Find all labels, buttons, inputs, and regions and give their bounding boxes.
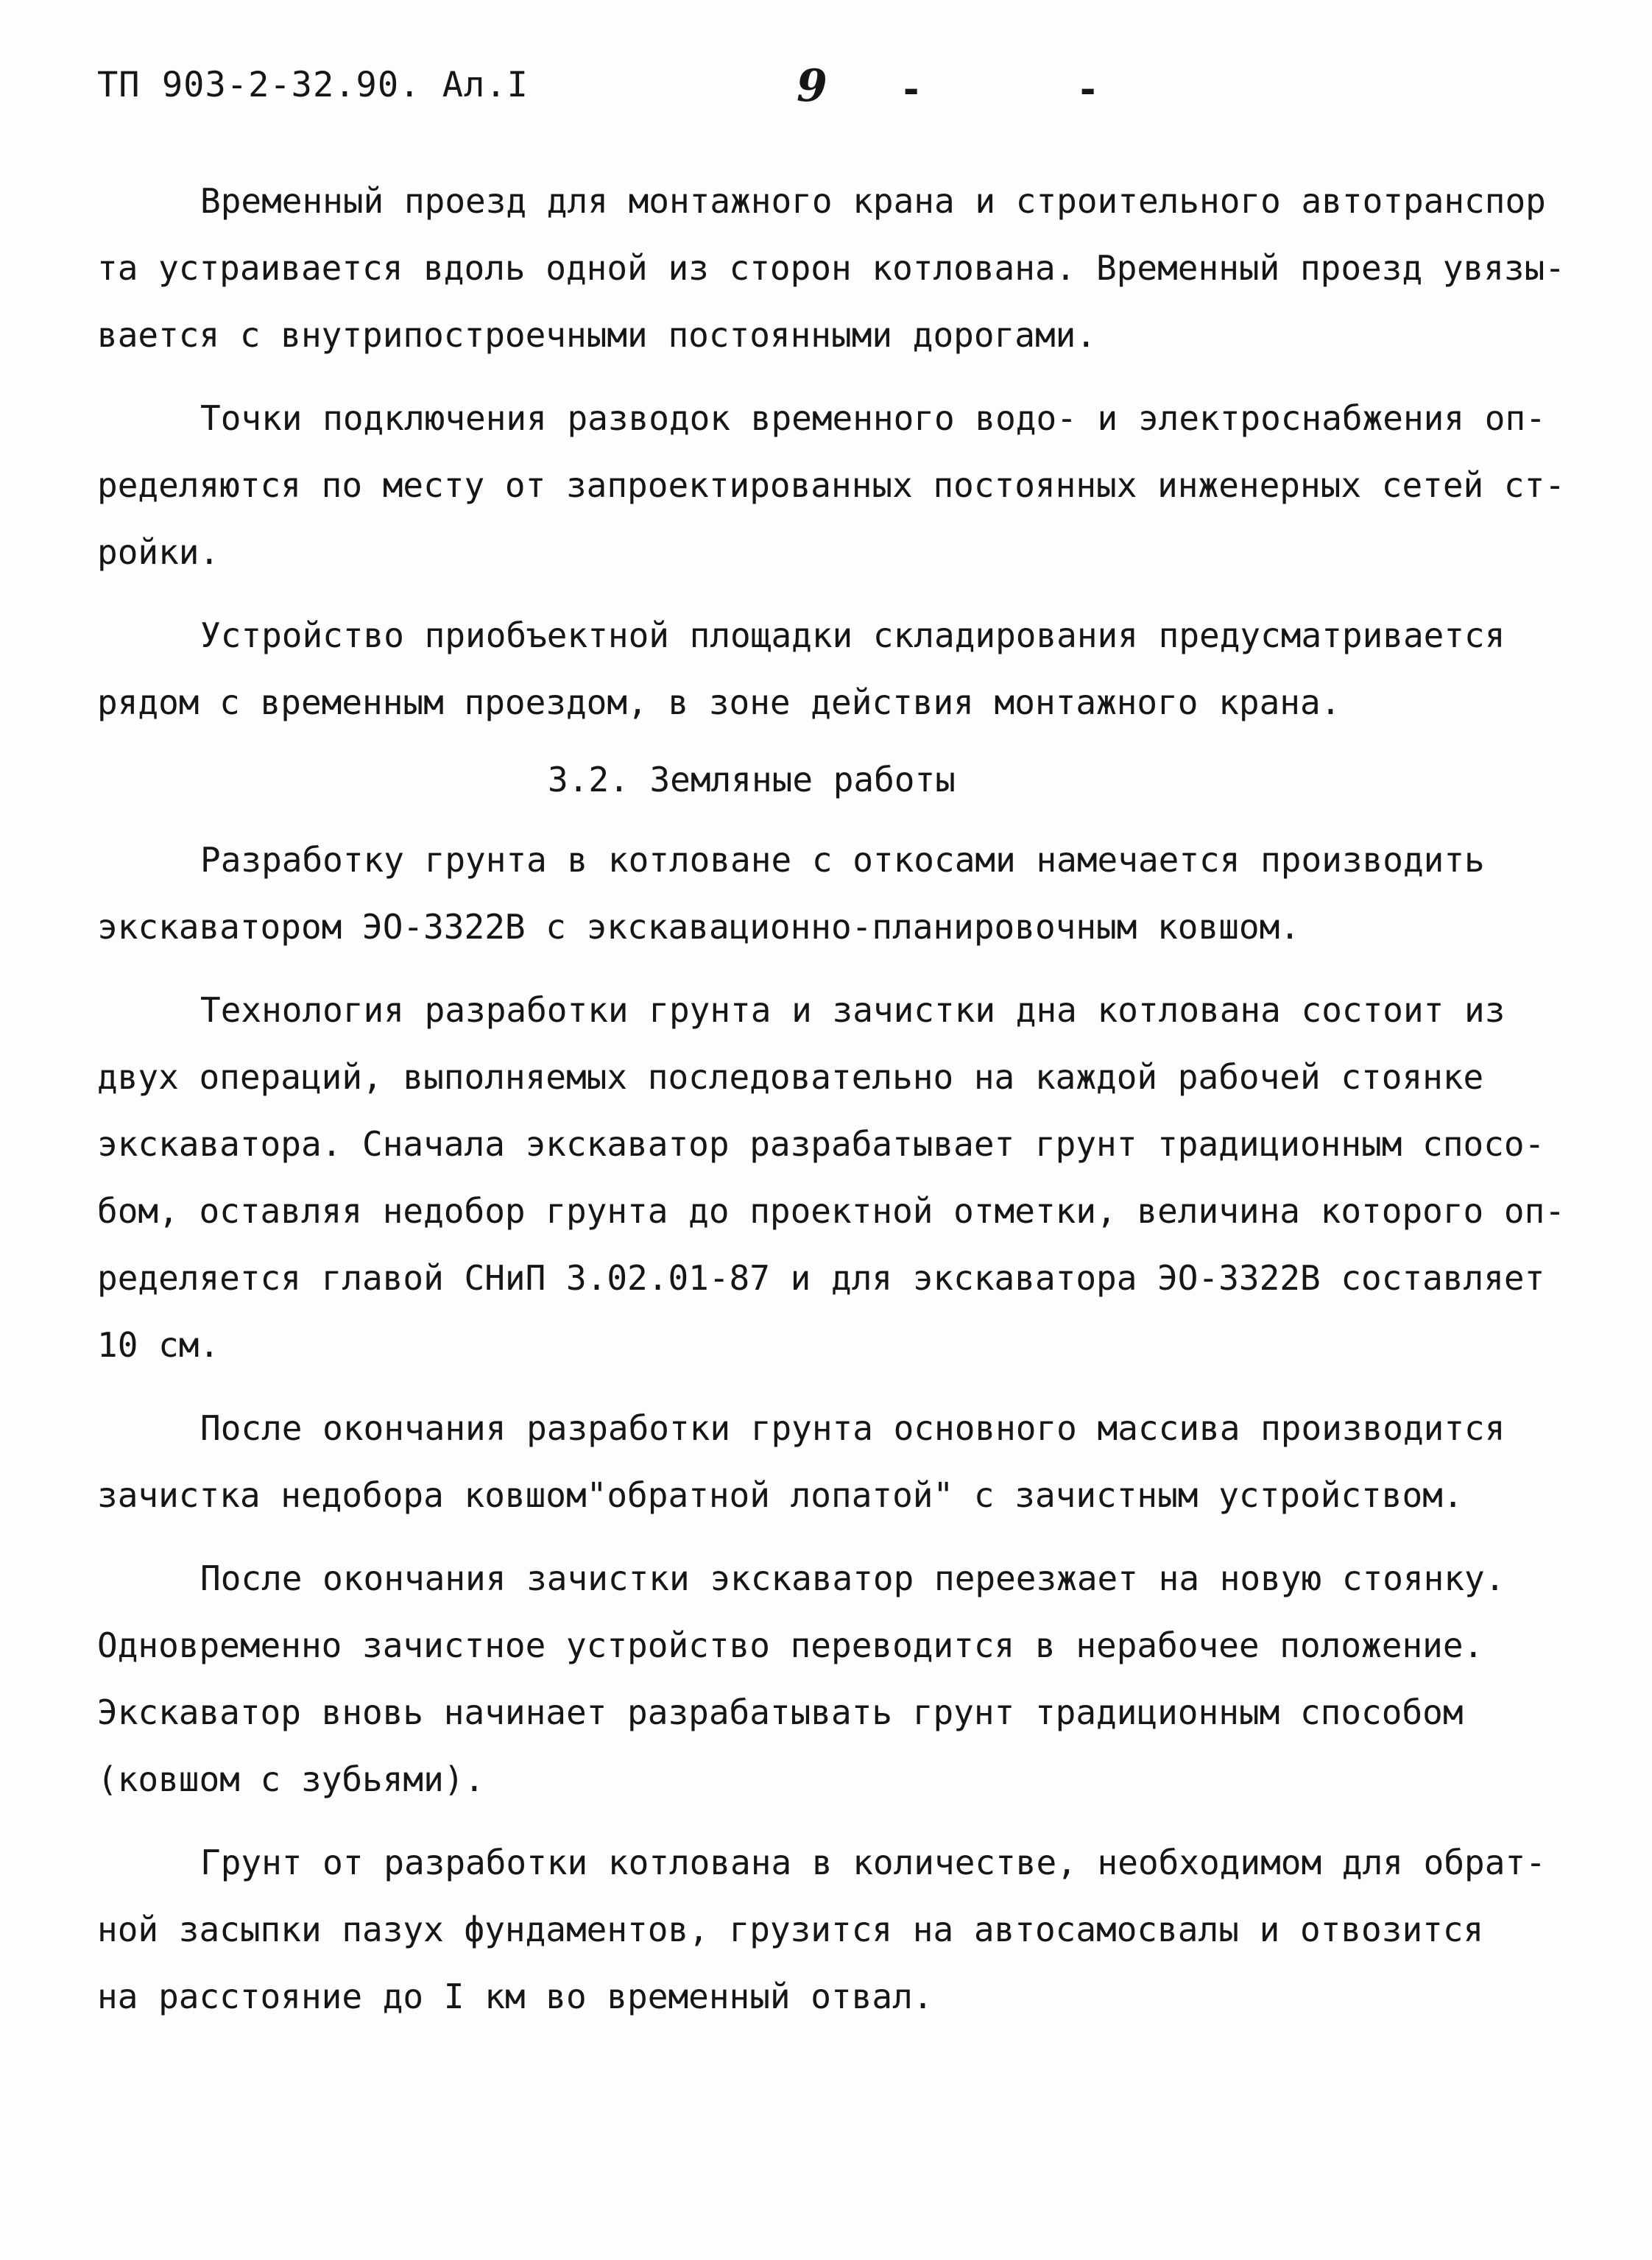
- page-number-dash-right: -: [1076, 68, 1100, 112]
- paragraph-storage-area: [97, 602, 1570, 736]
- paragraph-excavation-method: [97, 827, 1570, 961]
- text-line: зачистка недобора ковшом"обратной лопатой" с зачистным устройством.: [97, 1475, 1464, 1515]
- text-line: ройки.: [97, 532, 220, 572]
- text-line: Технология разработки грунта и зачистки дна котлована состоит из: [200, 990, 1505, 1030]
- text-line: Устройство приобъектной площадки складирования предусматривается: [200, 615, 1505, 655]
- text-line: 10 см.: [97, 1325, 220, 1365]
- text-line: та устраивается вдоль одной из сторон котлована. Временный проезд увязы-: [97, 248, 1565, 288]
- page-number-dash-left: -: [900, 68, 923, 112]
- text-line: Разработку грунта в котловане с откосами намечается производить: [200, 840, 1485, 880]
- text-line: рядом с временным проездом, в зоне действия монтажного крана.: [97, 682, 1341, 722]
- text-line: экскаватора. Сначала экскаватор разрабатывает грунт традиционным спосо-: [97, 1124, 1545, 1164]
- page-header: [97, 60, 1628, 124]
- text-line: ределяется главой СНиП 3.02.01-87 и для экскаватора ЭО-3322В составляет: [97, 1258, 1545, 1298]
- document-code: ТП 903-2-32.90. Ал.I: [97, 65, 529, 105]
- paragraph-cleanup: [97, 1395, 1570, 1529]
- paragraph-utility-connections: [97, 385, 1570, 586]
- text-line: экскаватором ЭО-3322В с экскавационно-планировочным ковшом.: [97, 907, 1300, 947]
- text-line: бом, оставляя недобор грунта до проектной отметки, величина которого оп-: [97, 1191, 1565, 1231]
- text-line: Точки подключения разводок временного водо- и электроснабжения оп-: [200, 398, 1546, 438]
- text-line: ределяются по месту от запроектированных постоянных инженерных сетей ст-: [97, 465, 1565, 505]
- text-line: Временный проезд для монтажного крана и строительного автотранспор: [200, 181, 1546, 221]
- document-body: [97, 168, 1570, 2030]
- text-line: (ковшом с зубьями).: [97, 1759, 485, 1799]
- text-line: двух операций, выполняемых последовательно на каждой рабочей стоянке: [97, 1057, 1484, 1097]
- paragraph-technology: [97, 977, 1570, 1379]
- text-line: вается с внутрипостроечными постоянными дорогами.: [97, 315, 1097, 355]
- paragraph-temporary-road: [97, 168, 1570, 369]
- text-line: После окончания разработки грунта основного массива производится: [200, 1408, 1505, 1448]
- section-heading: 3.2. Земляные работы: [548, 760, 956, 799]
- text-line: ной засыпки пазух фундаментов, грузится на автосамосвалы и отвозится: [97, 1910, 1484, 1949]
- page-number: 9: [797, 60, 827, 112]
- paragraph-relocation: [97, 1545, 1570, 1813]
- text-line: на расстояние до I км во временный отвал.: [97, 1977, 933, 2016]
- text-line: Экскаватор вновь начинает разрабатывать грунт традиционным способом: [97, 1692, 1464, 1732]
- text-line: Одновременно зачистное устройство переводится в нерабочее положение.: [97, 1625, 1484, 1665]
- text-line: Грунт от разработки котлована в количестве, необходимом для обрат-: [200, 1843, 1546, 1882]
- paragraph-soil-removal: [97, 1829, 1570, 2030]
- text-line: После окончания зачистки экскаватор переезжает на новую стоянку.: [200, 1558, 1505, 1598]
